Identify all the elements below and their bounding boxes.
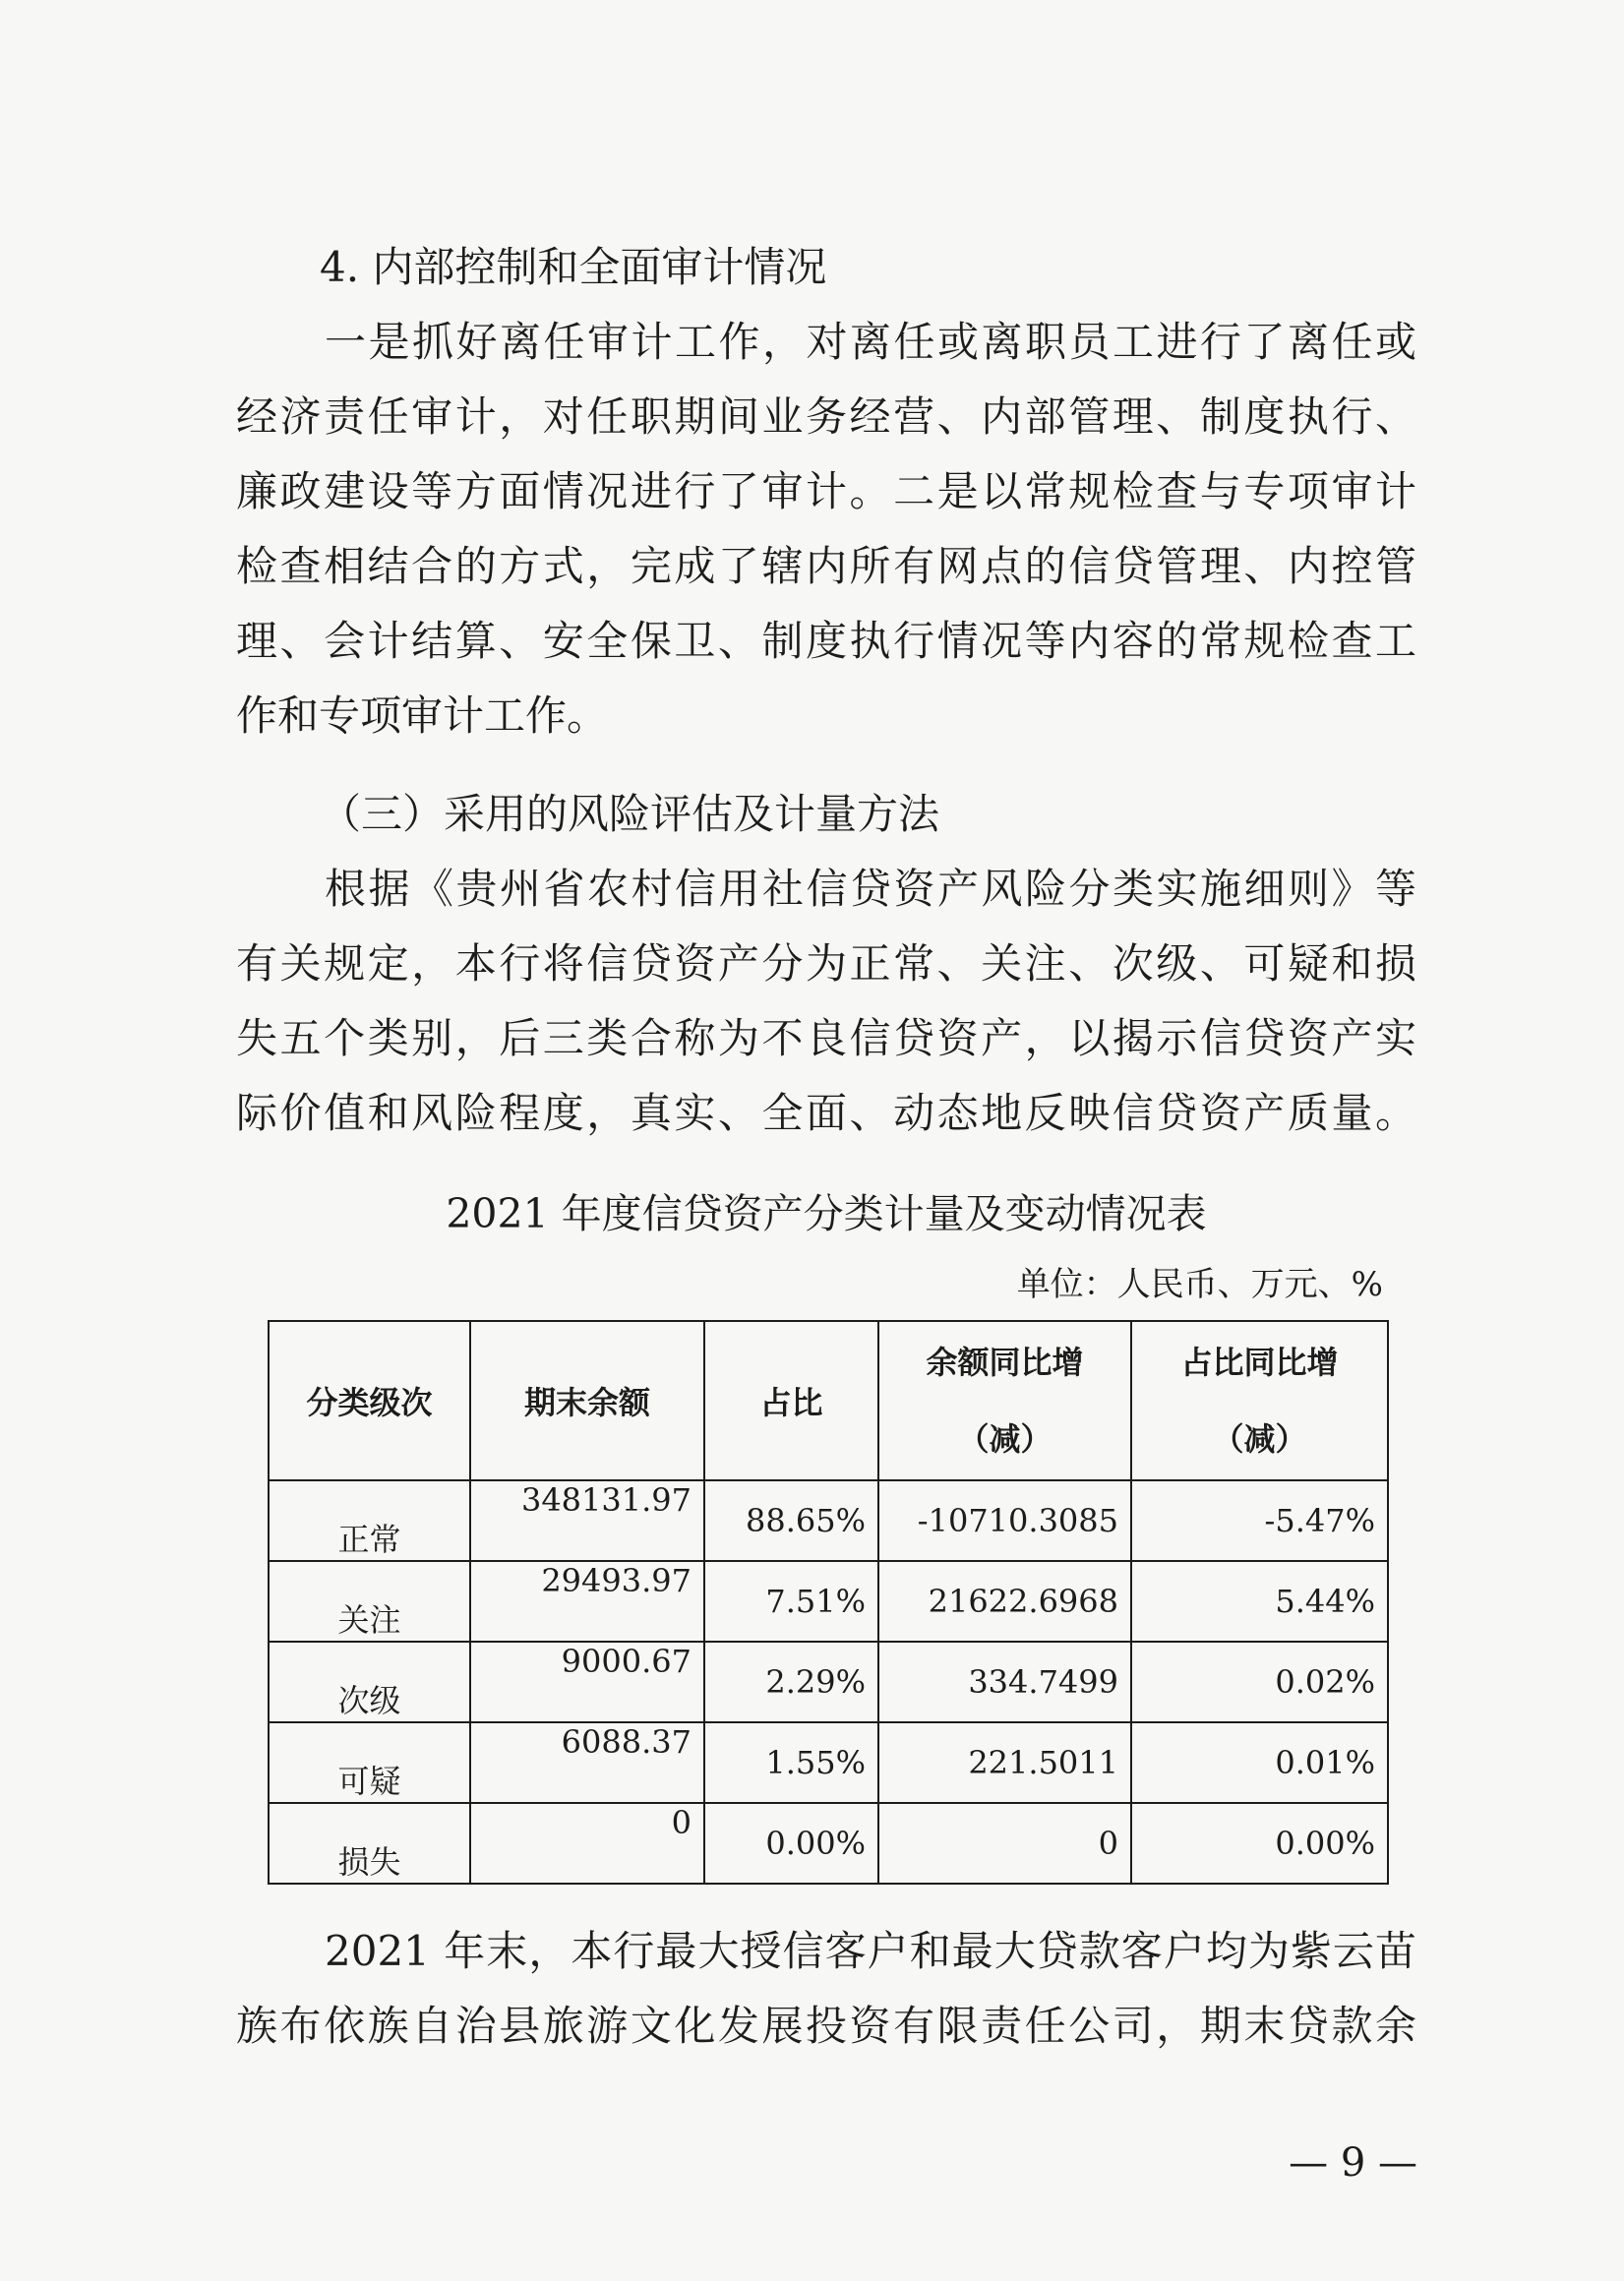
row-balance-change: 221.5011	[878, 1722, 1131, 1803]
table-header-row	[269, 1321, 1388, 1480]
table-row	[269, 1642, 1388, 1722]
table-row	[269, 1561, 1388, 1642]
row-ratio-change: 0.02%	[1131, 1642, 1388, 1722]
row-balance: 29493.97	[470, 1561, 704, 1642]
header-balance: 期末余额	[470, 1321, 704, 1480]
row-balance: 0	[470, 1803, 704, 1884]
paragraph1-line-6: 作和专项审计工作。	[236, 691, 609, 740]
row-ratio: 2.29%	[704, 1642, 878, 1722]
row-ratio: 88.65%	[704, 1480, 878, 1561]
credit-asset-table	[268, 1320, 1389, 1885]
table-title: 2021 年度信贷资产分类计量及变动情况表	[446, 1190, 1207, 1237]
row-ratio-change: 0.01%	[1131, 1722, 1388, 1803]
row-category: 正常	[269, 1480, 470, 1561]
paragraph2-line-2: 有关规定，本行将信贷资产分为正常、关注、次级、可疑和损	[236, 939, 1416, 988]
row-ratio: 1.55%	[704, 1722, 878, 1803]
paragraph1-line-2: 经济责任审计，对任职期间业务经营、内部管理、制度执行、	[236, 392, 1416, 441]
row-balance: 348131.97	[470, 1480, 704, 1561]
header-ratio-change-line1: 占比同比增	[1180, 1344, 1339, 1381]
row-category: 关注	[269, 1561, 470, 1642]
row-balance: 6088.37	[470, 1722, 704, 1803]
row-ratio-change: 5.44%	[1131, 1561, 1388, 1642]
paragraph1-line-5: 理、会计结算、安全保卫、制度执行情况等内容的常规检查工	[236, 617, 1416, 665]
row-ratio-change: 0.00%	[1131, 1803, 1388, 1884]
paragraph1-line-1: 一是抓好离任审计工作，对离任或离职员工进行了离任或	[325, 318, 1416, 366]
header-category: 分类级次	[269, 1321, 470, 1480]
row-ratio-change: -5.47%	[1131, 1480, 1388, 1561]
header-ratio-change-line2: （减）	[1212, 1420, 1307, 1458]
table-row	[269, 1480, 1388, 1561]
paragraph1-line-4: 检查相结合的方式，完成了辖内所有网点的信贷管理、内控管	[236, 542, 1416, 590]
row-category: 次级	[269, 1642, 470, 1722]
paragraph1-line-3: 廉政建设等方面情况进行了审计。二是以常规检查与专项审计	[236, 467, 1416, 515]
row-balance-change: 334.7499	[878, 1642, 1131, 1722]
row-balance-change: 0	[878, 1803, 1131, 1884]
header-balance-change	[878, 1321, 1131, 1480]
header-balance-change-line2: （减）	[957, 1420, 1053, 1458]
header-ratio: 占比	[704, 1321, 878, 1480]
paragraph2-line-4: 际价值和风险程度，真实、全面、动态地反映信贷资产质量。	[236, 1089, 1416, 1137]
paragraph3-line-1: 2021 年末，本行最大授信客户和最大贷款客户均为紫云苗	[325, 1927, 1416, 1975]
table-unit: 单位：人民币、万元、%	[1016, 1265, 1383, 1304]
paragraph3-line-2: 族布依族自治县旅游文化发展投资有限责任公司，期末贷款余	[236, 2002, 1416, 2050]
paragraph2-line-1: 根据《贵州省农村信用社信贷资产风险分类实施细则》等	[325, 865, 1416, 913]
page-number: — 9 —	[1289, 2140, 1417, 2186]
section-heading: 4. 内部控制和全面审计情况	[320, 243, 827, 291]
row-ratio: 7.51%	[704, 1561, 878, 1642]
paragraph2-line-3: 失五个类别，后三类合称为不良信贷资产，以揭示信贷资产实	[236, 1014, 1416, 1062]
row-category: 可疑	[269, 1722, 470, 1803]
row-ratio: 0.00%	[704, 1803, 878, 1884]
subsection-heading: （三）采用的风险评估及计量方法	[320, 790, 940, 838]
row-category: 损失	[269, 1803, 470, 1884]
header-ratio-change	[1131, 1321, 1388, 1480]
table-row	[269, 1722, 1388, 1803]
header-balance-change-line1: 余额同比增	[926, 1344, 1084, 1381]
row-balance: 9000.67	[470, 1642, 704, 1722]
row-balance-change: 21622.6968	[878, 1561, 1131, 1642]
table-row	[269, 1803, 1388, 1884]
row-balance-change: -10710.3085	[878, 1480, 1131, 1561]
